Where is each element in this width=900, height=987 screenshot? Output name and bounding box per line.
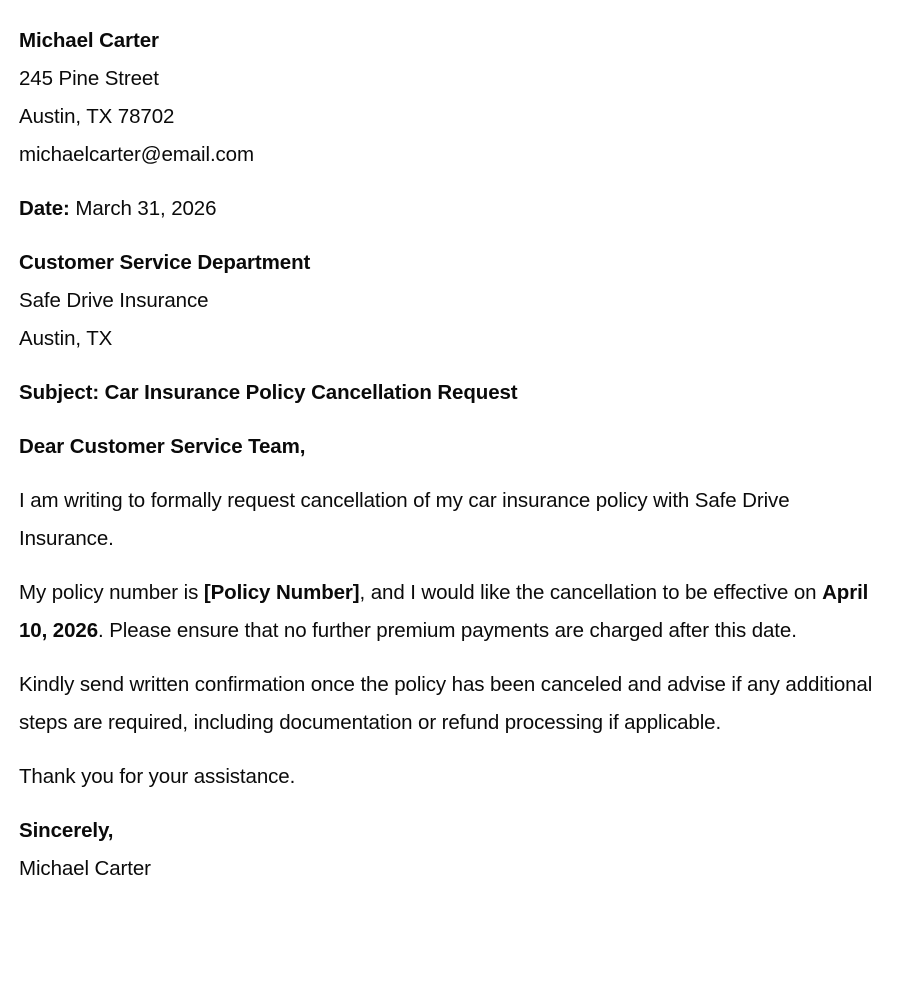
paragraph-2-text-1: My policy number is — [19, 581, 204, 604]
recipient-city-state: Austin, TX — [19, 327, 113, 350]
effective-date: April 10, 2026 — [19, 581, 874, 642]
body-paragraph-3: Kindly send written confirmation once the policy has been canceled and advise if any additional steps are required, including documentation or refund processing if applicable. — [19, 673, 878, 734]
body-paragraph-2 — [19, 574, 886, 650]
body-paragraph-4: Thank you for your assistance. — [19, 765, 296, 788]
paragraph-2-text-3: . Please ensure that no further premium payments are charged after this date. — [98, 619, 797, 642]
recipient-department: Customer Service Department — [19, 251, 311, 274]
body-paragraph-1: I am writing to formally request cancellation of my car insurance policy with Safe Drive Insurance. — [19, 489, 796, 550]
salutation-block — [19, 428, 886, 466]
date-label: Date: — [19, 197, 70, 220]
date-block — [19, 190, 886, 228]
closing-signature-name: Michael Carter — [19, 857, 151, 880]
closing-salutation: Sincerely, — [19, 819, 114, 842]
policy-number-placeholder: [Policy Number] — [203, 581, 360, 604]
sender-city-state-zip: Austin, TX 78702 — [19, 105, 175, 128]
sender-name: Michael Carter — [19, 29, 159, 52]
subject-block — [19, 374, 886, 412]
recipient-company: Safe Drive Insurance — [19, 289, 209, 312]
salutation-line: Dear Customer Service Team, — [19, 435, 306, 458]
date-value: March 31, 2026 — [69, 197, 217, 220]
closing-block — [19, 812, 886, 888]
sender-email: michaelcarter@email.com — [19, 143, 254, 166]
recipient-address-block — [19, 244, 886, 358]
paragraph-2-text-2: , and I would like the cancellation to be effective on — [359, 581, 823, 604]
subject-line: Subject: Car Insurance Policy Cancellation Request — [19, 381, 518, 404]
sender-street: 245 Pine Street — [19, 67, 159, 90]
sender-address-block — [19, 22, 886, 174]
date-line — [19, 190, 886, 228]
